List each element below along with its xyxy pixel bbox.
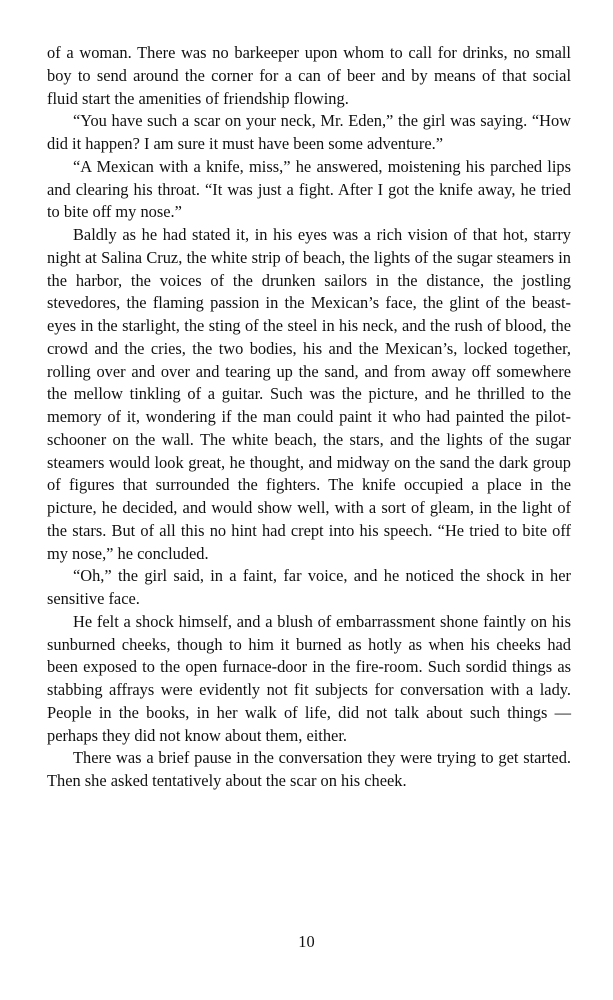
paragraph-brief-pause: There was a brief pause in the conversation they were trying to get started. Then she asked tentatively about the scar on his cheek.	[47, 748, 571, 790]
paragraph-scar-question: “You have such a scar on your neck, Mr. Eden,” the girl was saying. “How did it happen? I am sure it must have been some adventure.”	[47, 111, 571, 153]
paragraph-continuation: of a woman. There was no barkeeper upon whom to call for drinks, no small boy to send around the corner for a can of beer and by means of that social fluid start the amenities of friendship flowing.	[47, 43, 571, 108]
paragraph-salina-cruz-vision: Baldly as he had stated it, in his eyes was a rich vision of that hot, starry night at Salina Cruz, the white strip of beach, the lights of the sugar steamers in the harbor, the voices of the drunken sailors in the distance, the jostling stevedores, the flaming passion in the Mexican’s face, the glint of the beast-eyes in the starlight, the sting of the steel in his neck, and the rush of blood, the crowd and the cries, the two bodies, his and the Mexican’s, locked together, rolling over and over and tearing up the sand, and from away off somewhere the mellow tinkling of a guitar. Such was the picture, and he thrilled to the memory of it, wondering if the man could paint it who had painted the pilot-schooner on the wall. The white beach, the stars, and the lights of the sugar steamers would look great, he thought, and midway on the sand the dark group of figures that surrounded the fighters. The knife occupied a place in the picture, he decided, and would show well, with a sort of gleam, in the light of the stars. But of all this no hint had crept into his speech. “He tried to bite off my nose,” he concluded.	[47, 225, 571, 563]
paragraph-mexican-knife: “A Mexican with a knife, miss,” he answered, moistening his parched lips and clearing his throat. “It was just a fight. After I got the knife away, he tried to bite off my nose.”	[47, 156, 571, 222]
book-page-text	[47, 42, 571, 793]
paragraph-embarrassment: He felt a shock himself, and a blush of embarrassment shone faintly on his sunburned cheeks, though to him it burned as hotly as when his cheeks had been exposed to the open furnace-door in the fire-room. Such sordid things as stabbing affrays were evidently not fit subjects for conversation with a lady. People in the books, in her walk of life, did not talk about such things — perhaps they did not know about them, either.	[47, 611, 571, 745]
paragraph-girl-reaction: “Oh,” the girl said, in a faint, far voice, and he noticed the shock in her sensitive face.	[47, 566, 571, 608]
page-number: 10	[298, 932, 315, 951]
